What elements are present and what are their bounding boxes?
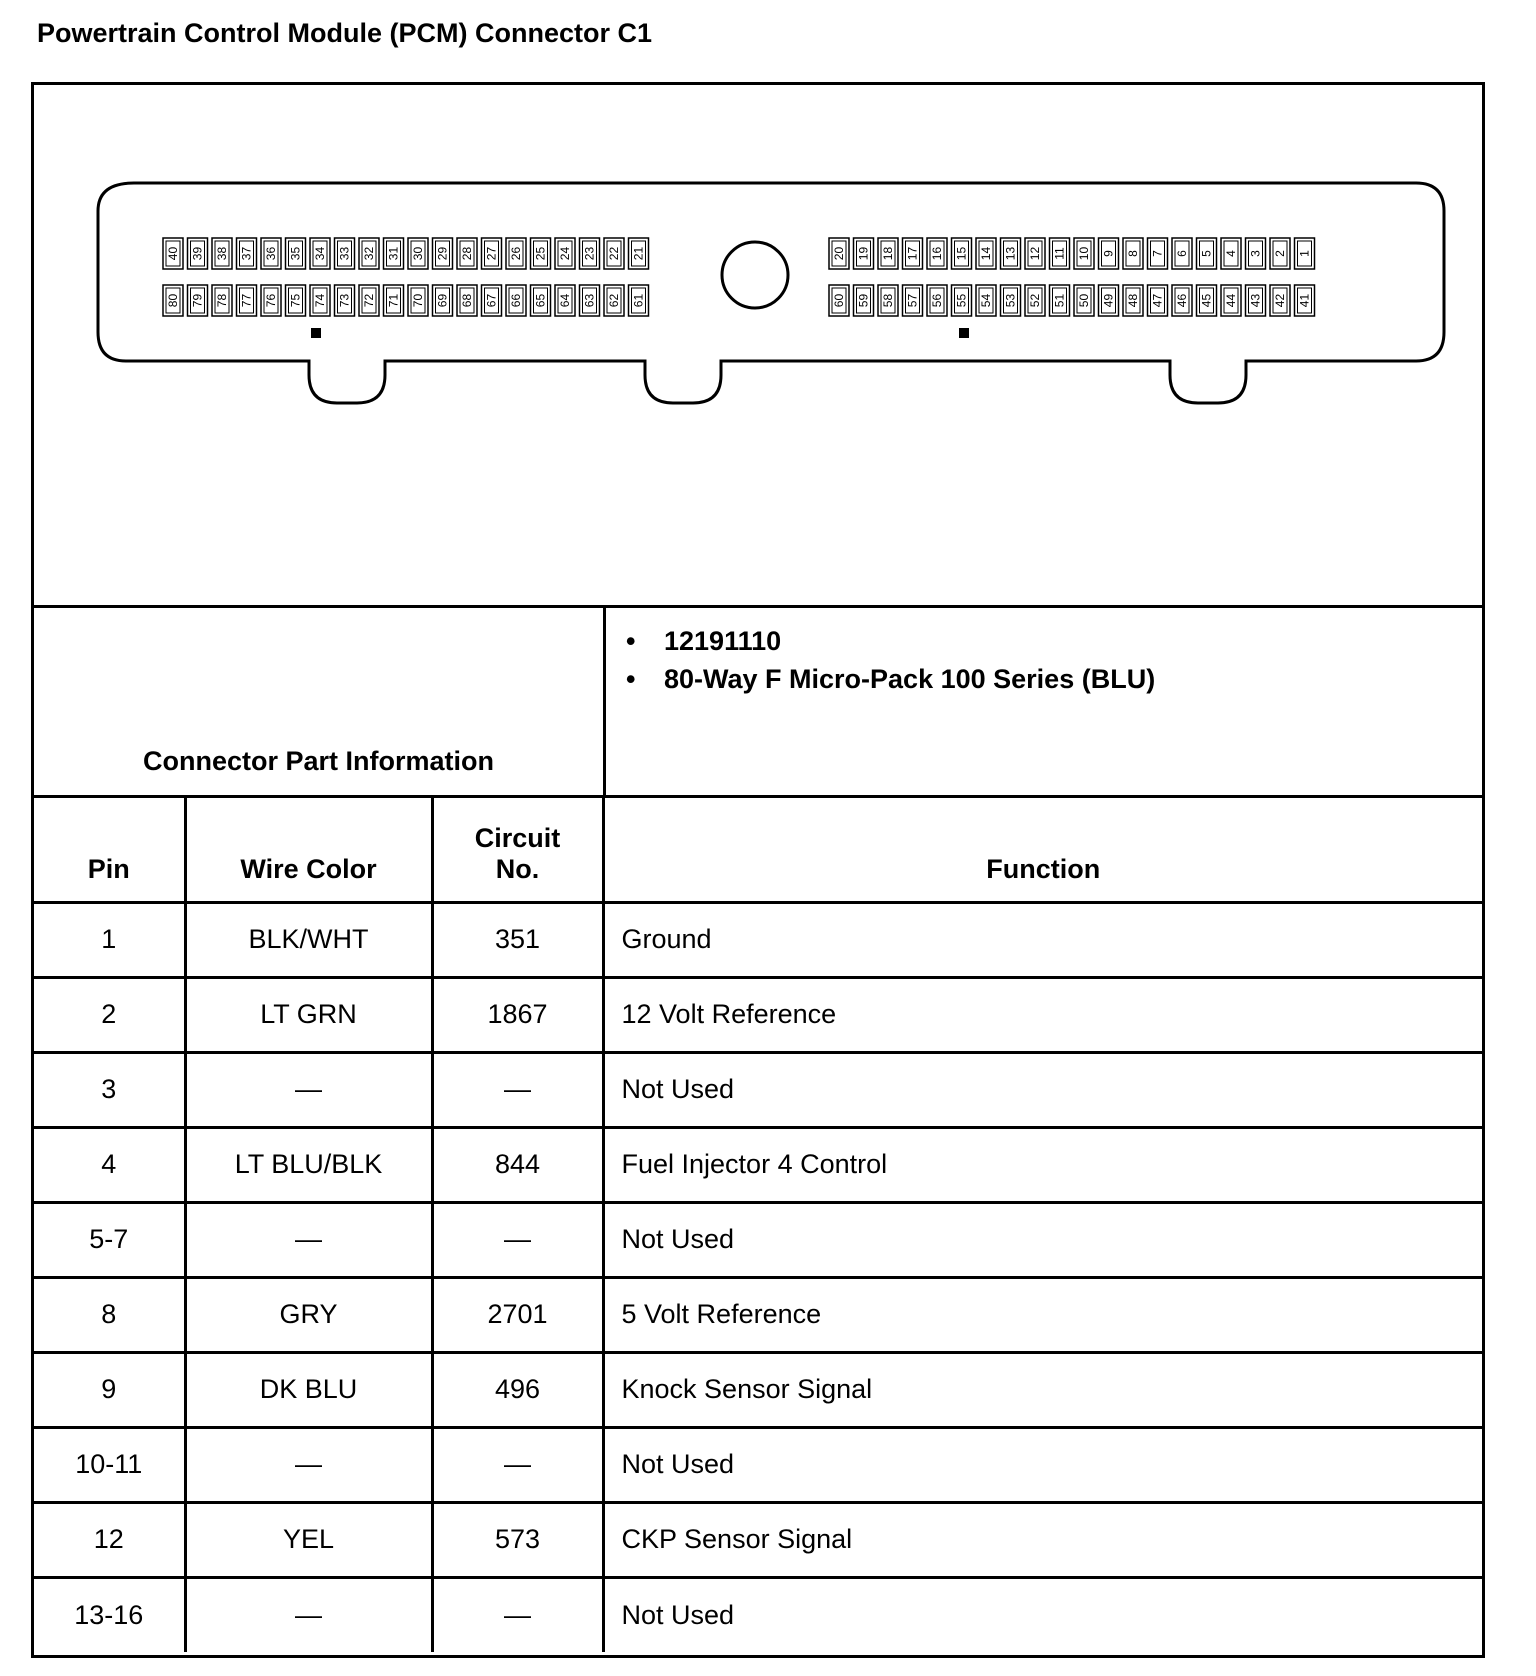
pin-number: 56	[930, 293, 944, 308]
pin-cavity	[433, 285, 453, 316]
pin-cavity	[482, 238, 502, 269]
pin-cavity	[580, 285, 600, 316]
pin-cell: 9	[34, 1352, 185, 1427]
pin-cavity	[903, 285, 923, 316]
table-row	[34, 977, 1482, 1052]
pin-number: 37	[239, 246, 254, 261]
pin-number: 53	[1003, 293, 1018, 308]
table-row	[34, 1352, 1482, 1427]
pin-cavity	[580, 238, 600, 269]
pin-cavity	[1074, 238, 1094, 269]
pin-number: 8	[1126, 250, 1140, 257]
wire-color-cell: GRY	[185, 1277, 432, 1352]
function-cell: Ground	[603, 902, 1482, 977]
wire-color-cell: BLK/WHT	[185, 902, 432, 977]
pin-number: 62	[607, 293, 621, 308]
connector-description-item	[626, 664, 1155, 695]
function-cell: Not Used	[603, 1577, 1482, 1652]
table-row	[34, 1052, 1482, 1127]
pin-number: 54	[979, 293, 993, 308]
pin-1-marker-left	[311, 328, 321, 338]
pin-number: 26	[509, 246, 523, 261]
function-cell: CKP Sensor Signal	[603, 1502, 1482, 1577]
function-cell: Not Used	[603, 1427, 1482, 1502]
pin-cavity	[1025, 285, 1045, 316]
pin-number: 35	[288, 246, 303, 261]
circuit-cell: —	[432, 1202, 603, 1277]
pin-cavity	[286, 238, 306, 269]
pin-cavity	[384, 238, 404, 269]
bullet-icon: •	[626, 664, 636, 694]
pin-number: 21	[631, 246, 646, 261]
pin-number: 70	[411, 293, 425, 308]
pin-cavity	[212, 285, 232, 316]
circuit-cell: 844	[432, 1127, 603, 1202]
pin-cavity	[629, 238, 649, 269]
pin-number: 32	[362, 246, 376, 261]
pin-number: 74	[313, 293, 327, 308]
pin-cavity	[457, 285, 477, 316]
pin-number: 64	[558, 293, 572, 308]
pin-cavity	[878, 285, 898, 316]
pin-cavity	[408, 285, 428, 316]
pin-number: 3	[1248, 250, 1263, 257]
pin-cavity	[1197, 285, 1217, 316]
pin-number: 69	[435, 293, 450, 308]
pin-number: 40	[166, 246, 180, 261]
table-row	[34, 1502, 1482, 1577]
wire-color-cell: —	[185, 1052, 432, 1127]
circuit-cell: —	[432, 1577, 603, 1652]
pin-number: 24	[558, 246, 572, 261]
pin-cavity	[604, 285, 624, 316]
pin-number: 58	[881, 293, 895, 308]
pin-cavity	[335, 238, 355, 269]
pin-cavity	[384, 285, 404, 316]
pin-number: 67	[484, 293, 499, 308]
pin-number: 57	[905, 293, 920, 308]
pin-1-marker-right	[959, 328, 969, 338]
pin-number: 27	[484, 246, 499, 261]
pin-number: 12	[1028, 246, 1042, 261]
function-cell: Knock Sensor Signal	[603, 1352, 1482, 1427]
pin-cavity	[629, 285, 649, 316]
pin-cavity	[1246, 285, 1266, 316]
connector-center-hole	[722, 242, 788, 308]
pin-cavity	[1074, 285, 1094, 316]
pin-number: 23	[582, 246, 597, 261]
pin-cavity	[1099, 285, 1119, 316]
pin-number: 17	[905, 246, 920, 261]
pin-cavity	[952, 238, 972, 269]
pin-cavity	[188, 285, 208, 316]
pin-number: 5	[1199, 250, 1214, 257]
pin-cavity	[531, 285, 551, 316]
pin-cavity	[927, 238, 947, 269]
pin-cavity	[1099, 238, 1119, 269]
pin-number: 15	[954, 246, 969, 261]
pin-cavity	[359, 238, 379, 269]
circuit-cell: —	[432, 1427, 603, 1502]
pin-cavity	[854, 285, 874, 316]
function-cell: 5 Volt Reference	[603, 1277, 1482, 1352]
pin-number: 31	[386, 246, 401, 261]
pin-cavity	[952, 285, 972, 316]
pin-cell: 12	[34, 1502, 185, 1577]
function-cell: Fuel Injector 4 Control	[603, 1127, 1482, 1202]
pin-cell: 4	[34, 1127, 185, 1202]
pin-cavity	[163, 285, 183, 316]
pin-number: 44	[1224, 293, 1238, 308]
pin-cavity	[1001, 238, 1021, 269]
connector-face-drawing	[34, 85, 1482, 605]
pin-number: 18	[881, 246, 895, 261]
pin-cavity	[976, 285, 996, 316]
pin-cavity	[237, 285, 257, 316]
pin-cavity	[1025, 238, 1045, 269]
pin-cavity	[531, 238, 551, 269]
pin-cavity	[1172, 238, 1192, 269]
pin-cavity	[286, 285, 306, 316]
pin-cavity	[408, 238, 428, 269]
pin-cavity	[1001, 285, 1021, 316]
part-number-item	[626, 626, 781, 657]
wire-color-cell: —	[185, 1577, 432, 1652]
bullet-icon: •	[626, 626, 636, 656]
pin-number: 34	[313, 246, 327, 261]
pin-number: 46	[1175, 293, 1189, 308]
pin-number: 61	[631, 293, 646, 308]
circuit-cell: —	[432, 1052, 603, 1127]
pin-cell: 13-16	[34, 1577, 185, 1652]
circuit-cell: 2701	[432, 1277, 603, 1352]
pin-cavity	[1123, 285, 1143, 316]
pin-cavity	[1050, 238, 1070, 269]
connector-card	[31, 82, 1485, 1658]
pin-number: 47	[1150, 293, 1165, 308]
pin-number: 36	[264, 246, 278, 261]
pin-cavity	[310, 285, 330, 316]
connector-part-information	[34, 608, 1482, 798]
pin-cavity	[1295, 238, 1315, 269]
pin-cavity	[555, 238, 575, 269]
pin-cavity	[310, 238, 330, 269]
pin-number: 68	[460, 293, 474, 308]
pin-cell: 2	[34, 977, 185, 1052]
pin-number: 45	[1199, 293, 1214, 308]
pin-cavity	[829, 238, 849, 269]
pin-number: 20	[832, 246, 846, 261]
circuit-cell: 1867	[432, 977, 603, 1052]
pin-cavity	[1221, 238, 1241, 269]
table-row	[34, 1577, 1482, 1652]
pin-number: 16	[930, 246, 944, 261]
pin-cavity	[829, 285, 849, 316]
pin-cavity	[1246, 238, 1266, 269]
wire-color-cell: LT GRN	[185, 977, 432, 1052]
pin-cavity	[1148, 238, 1168, 269]
circuit-cell: 496	[432, 1352, 603, 1427]
pin-cavity	[212, 238, 232, 269]
table-row	[34, 902, 1482, 977]
pin-number: 11	[1052, 247, 1067, 260]
pin-cavity	[506, 238, 526, 269]
pin-cavity	[163, 238, 183, 269]
pin-number: 10	[1077, 246, 1091, 261]
pin-number: 4	[1224, 250, 1238, 257]
pin-number: 7	[1150, 250, 1165, 257]
function-cell: 12 Volt Reference	[603, 977, 1482, 1052]
pin-cavity	[261, 238, 281, 269]
pin-cell: 8	[34, 1277, 185, 1352]
pin-cell: 1	[34, 902, 185, 977]
pin-number: 48	[1126, 293, 1140, 308]
pin-number: 6	[1175, 250, 1189, 257]
wire-color-cell: DK BLU	[185, 1352, 432, 1427]
pin-number: 39	[190, 246, 205, 261]
pin-cavity	[457, 238, 477, 269]
header-wire-color: Wire Color	[185, 798, 432, 902]
pin-cavity	[1221, 285, 1241, 316]
pin-number: 9	[1101, 250, 1116, 257]
pin-cavity	[976, 238, 996, 269]
pinout-table	[34, 798, 1482, 1652]
pin-number: 22	[607, 246, 621, 261]
pin-number: 59	[856, 293, 871, 308]
connector-description: 80-Way F Micro-Pack 100 Series (BLU)	[664, 664, 1156, 694]
pin-cavity	[359, 285, 379, 316]
pin-cavity	[878, 238, 898, 269]
pin-number: 38	[215, 246, 229, 261]
part-number: 12191110	[664, 626, 782, 656]
pin-number: 66	[509, 293, 523, 308]
pin-number: 51	[1052, 293, 1067, 308]
pin-number: 60	[832, 293, 846, 308]
pin-number: 2	[1273, 250, 1287, 257]
pin-cavity	[506, 285, 526, 316]
pin-cavity	[854, 238, 874, 269]
part-info-label: Connector Part Information	[142, 746, 494, 776]
pin-number: 75	[288, 293, 303, 308]
pin-cavity	[1172, 285, 1192, 316]
pin-cavity	[237, 238, 257, 269]
pin-number: 76	[264, 293, 278, 308]
pin-cavity	[433, 238, 453, 269]
pin-number: 79	[190, 293, 205, 308]
pin-number: 63	[582, 293, 597, 308]
pin-number: 50	[1077, 293, 1091, 308]
pin-cavity	[1123, 238, 1143, 269]
pin-number: 28	[460, 246, 474, 261]
wire-color-cell: —	[185, 1427, 432, 1502]
wire-color-cell: YEL	[185, 1502, 432, 1577]
pin-cavity	[1148, 285, 1168, 316]
part-info-list	[606, 608, 1482, 795]
pin-number: 65	[533, 293, 548, 308]
pin-number: 29	[435, 246, 450, 261]
pin-cell: 10-11	[34, 1427, 185, 1502]
pin-number: 73	[337, 293, 352, 308]
header-circuit-line2: No.	[495, 853, 540, 884]
pin-cavity	[555, 285, 575, 316]
table-row	[34, 1127, 1482, 1202]
pin-number: 78	[215, 293, 229, 308]
pin-cavity	[604, 238, 624, 269]
pin-cell: 3	[34, 1052, 185, 1127]
pin-number: 14	[979, 246, 993, 261]
pin-number: 25	[533, 246, 548, 261]
pin-cavity	[188, 238, 208, 269]
pin-number: 72	[362, 293, 376, 308]
pin-cavity	[482, 285, 502, 316]
pin-number: 43	[1248, 293, 1263, 308]
header-circuit-no	[432, 798, 603, 902]
pin-number: 33	[337, 246, 352, 261]
function-cell: Not Used	[603, 1052, 1482, 1127]
pin-number: 52	[1028, 293, 1042, 308]
pin-cavity	[1270, 285, 1290, 316]
pin-cavity	[1295, 285, 1315, 316]
pin-cavity	[927, 285, 947, 316]
pin-cell: 5-7	[34, 1202, 185, 1277]
pin-number: 42	[1273, 293, 1287, 308]
pin-number: 80	[166, 293, 180, 308]
pin-cavity	[903, 238, 923, 269]
pin-cavity	[1270, 238, 1290, 269]
header-function: Function	[603, 798, 1482, 902]
pin-number: 1	[1297, 250, 1312, 257]
wire-color-cell: —	[185, 1202, 432, 1277]
pin-number: 13	[1003, 246, 1018, 261]
pin-number: 30	[411, 246, 425, 261]
header-circuit-line1: Circuit	[474, 822, 561, 853]
pin-number: 49	[1101, 293, 1116, 308]
pin-number: 77	[239, 293, 254, 308]
pin-number: 19	[856, 246, 871, 261]
part-info-label-cell	[34, 608, 606, 795]
table-row	[34, 1277, 1482, 1352]
pin-number: 41	[1297, 293, 1312, 308]
connector-diagram	[34, 85, 1482, 608]
pin-number: 55	[954, 293, 969, 308]
wire-color-cell: LT BLU/BLK	[185, 1127, 432, 1202]
pin-cavity	[1197, 238, 1217, 269]
function-cell: Not Used	[603, 1202, 1482, 1277]
table-header-row	[34, 798, 1482, 902]
pin-number: 71	[386, 293, 401, 308]
circuit-cell: 351	[432, 902, 603, 977]
table-row	[34, 1202, 1482, 1277]
table-row	[34, 1427, 1482, 1502]
header-pin: Pin	[34, 798, 185, 902]
pin-cavity	[335, 285, 355, 316]
page-title: Powertrain Control Module (PCM) Connector C1	[37, 18, 653, 48]
pin-cavity	[1050, 285, 1070, 316]
pin-cavity	[261, 285, 281, 316]
circuit-cell: 573	[432, 1502, 603, 1577]
